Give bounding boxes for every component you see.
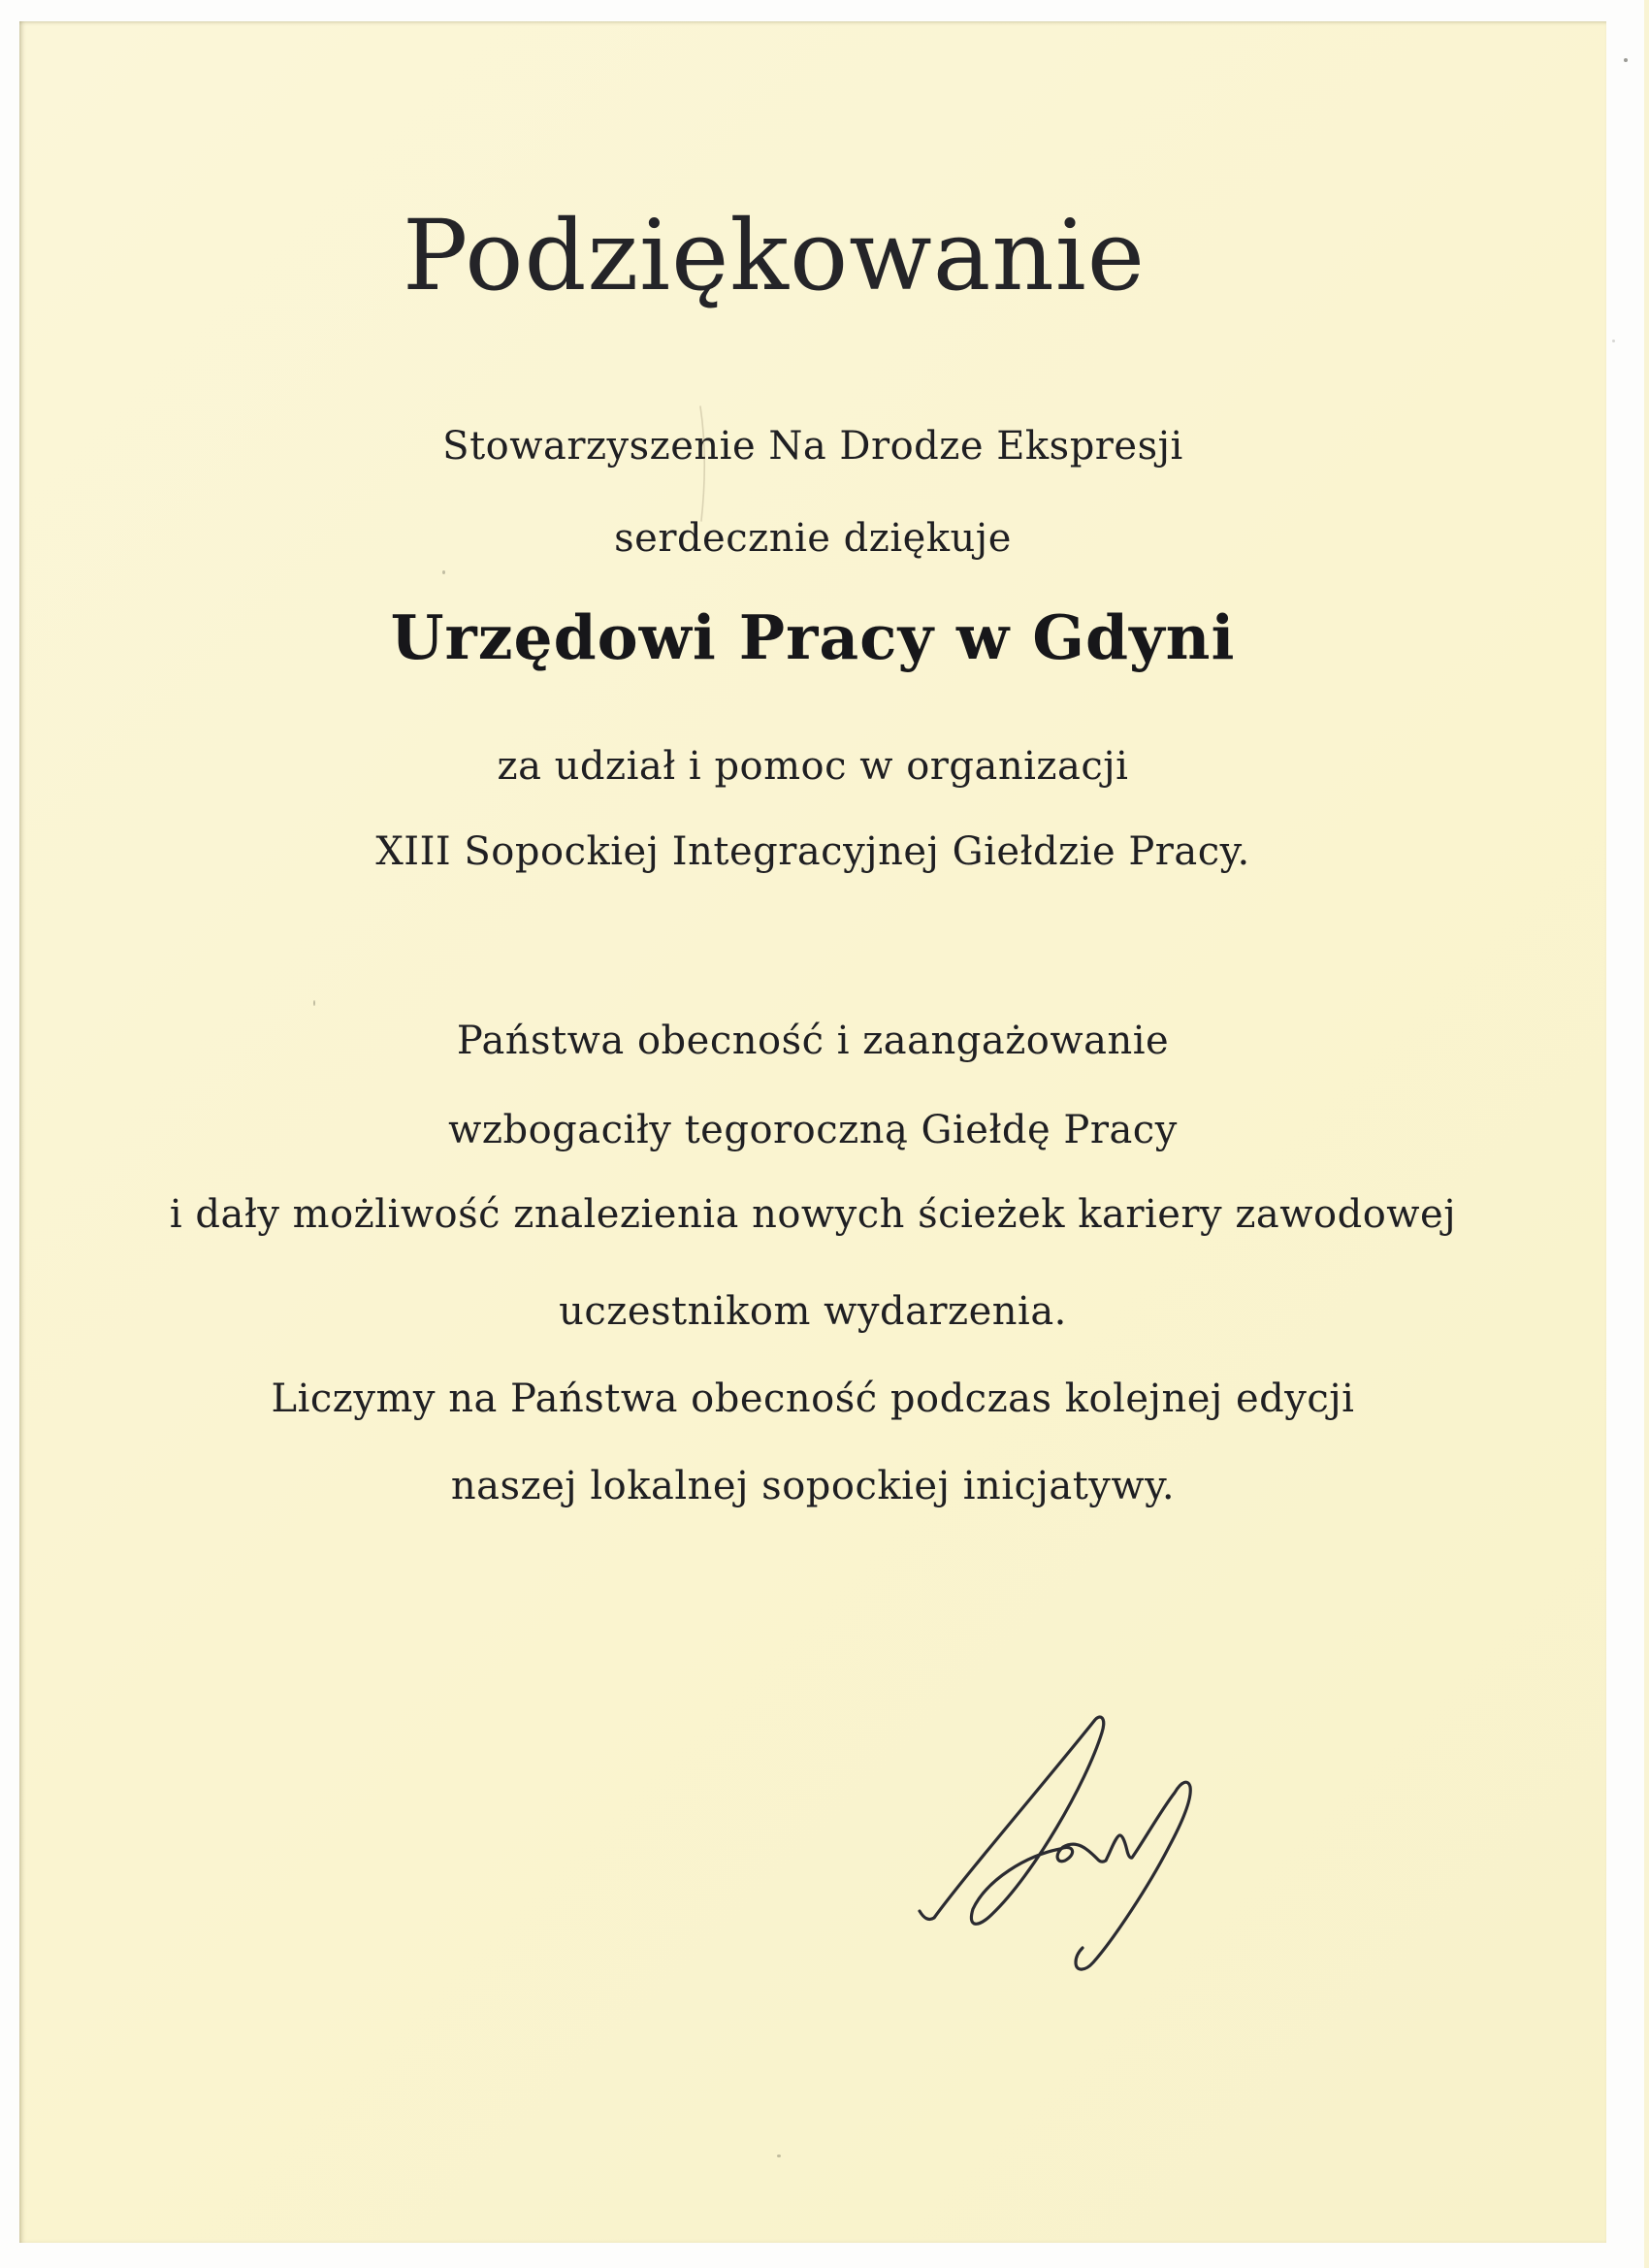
body-line: uczestnikom wydarzenia. <box>559 1289 1067 1334</box>
certificate-paper <box>19 21 1606 2243</box>
body-line: i dały możliwość znalezienia nowych ścieżek kariery zawodowej <box>169 1192 1457 1237</box>
dust-speck <box>442 570 445 574</box>
paper-crease <box>669 405 718 531</box>
certificate-title: Podziękowanie <box>403 199 1146 312</box>
body-line: wzbogaciły tegoroczną Giełdę Pracy <box>448 1108 1178 1152</box>
dust-speck <box>313 1000 315 1006</box>
body-line: naszej lokalnej sopockiej inicjatywy. <box>450 1464 1176 1508</box>
dust-speck <box>1612 340 1615 342</box>
body-line: Państwa obecność i zaangażowanie <box>456 1019 1170 1063</box>
scan-edge-artifact <box>1644 0 1649 2268</box>
body-line: Liczymy na Państwa obecność podczas kolejnej edycji <box>271 1377 1355 1421</box>
reason-line: XIII Sopockiej Integracyjnej Giełdzie Pracy. <box>375 829 1250 874</box>
reason-line: za udział i pomoc w organizacji <box>497 744 1129 789</box>
dust-speck <box>1624 58 1628 62</box>
recipient-name: Urzędowi Pracy w Gdyni <box>390 601 1236 673</box>
salutation-text: serdecznie dziękuje <box>614 516 1012 561</box>
dust-speck <box>777 2155 781 2157</box>
organization-name: Stowarzyszenie Na Drodze Ekspresji <box>442 424 1183 469</box>
handwritten-signature-icon <box>907 1705 1198 1982</box>
